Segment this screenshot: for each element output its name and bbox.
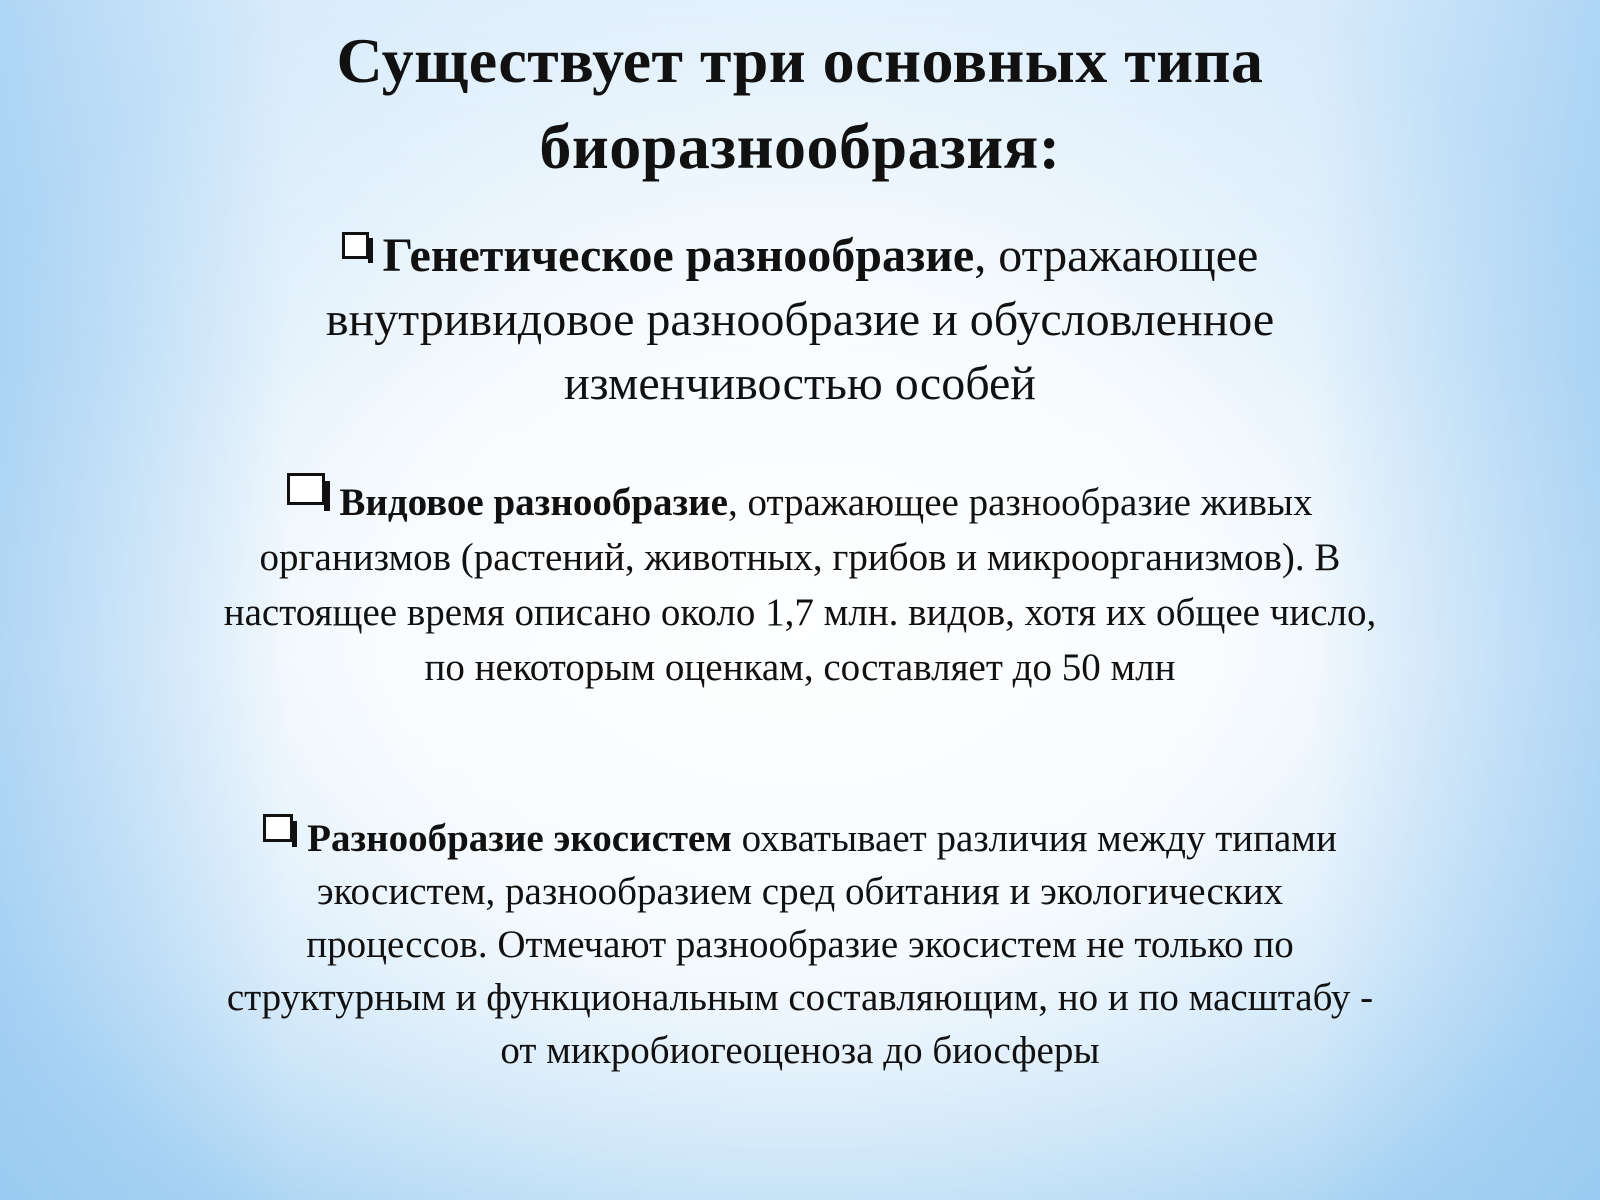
bullet-text: структурным и функциональным составляющим, но и по масштабу -: [226, 976, 1374, 1019]
square-bullet-icon: [263, 814, 293, 842]
bullet-term: Разнообразие экосистем: [307, 817, 732, 860]
bullet-text: процессов. Отмечают разнообразие экосистем не только по: [306, 923, 1294, 966]
bullet-text: от микробиогеоценоза до биосферы: [500, 1029, 1100, 1072]
bullet-item-ecosystem-diversity: [90, 812, 1510, 1077]
bullet-text: изменчивостью особей: [563, 357, 1036, 410]
bullet-text: внутривидовое разнообразие и обусловленное: [325, 293, 1275, 346]
square-bullet-icon: [287, 473, 325, 505]
bullet-text: экосистем, разнообразием сред обитания и экологических: [316, 870, 1284, 913]
bullet-text: , отражающее разнообразие живых: [727, 481, 1313, 524]
square-bullet-icon: [342, 232, 369, 259]
bullet-term: Генетическое разнообразие: [382, 229, 975, 282]
slide-title-line-2: биоразнообразия:: [539, 111, 1061, 182]
slide-title-line-1: Существует три основных типа: [336, 25, 1264, 96]
bullet-item-genetic-diversity: [200, 224, 1400, 416]
bullet-term: Видовое разнообразие: [339, 481, 728, 524]
bullet-text: по некоторым оценкам, составляет до 50 млн: [424, 646, 1176, 689]
bullet-text: , отражающее: [974, 229, 1259, 282]
bullet-text: охватывает различия между типами: [731, 817, 1337, 860]
bullet-item-species-diversity: [90, 475, 1510, 695]
bullet-text: организмов (растений, животных, грибов и микроорганизмов). В: [259, 536, 1341, 579]
slide-title: [0, 18, 1600, 190]
bullet-text: настоящее время описано около 1,7 млн. видов, хотя их общее число,: [223, 591, 1377, 634]
